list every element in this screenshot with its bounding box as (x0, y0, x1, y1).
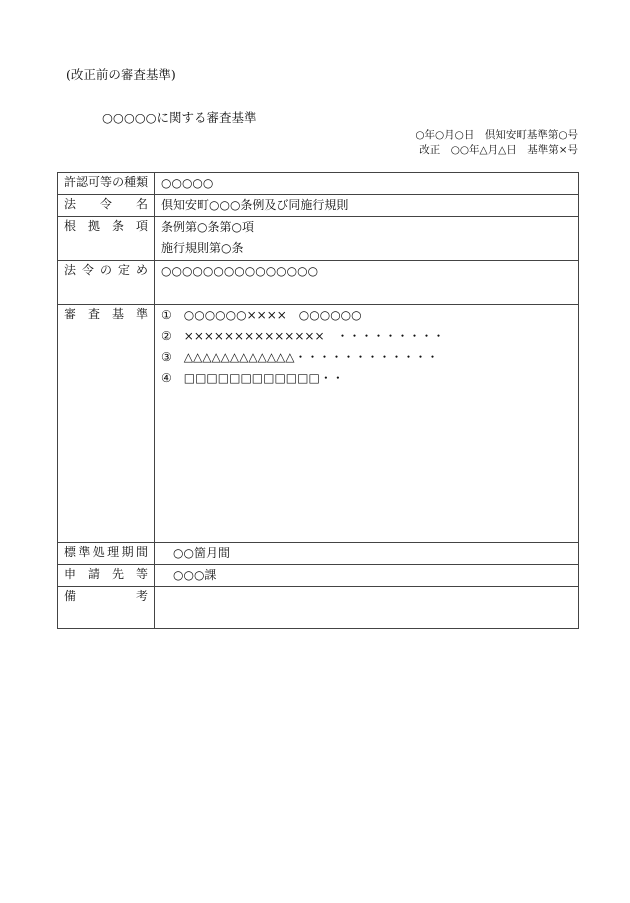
value-application-to: ○○○課 (155, 565, 579, 587)
value-processing-period: ○○箇月間 (155, 543, 579, 565)
row-remarks (58, 587, 579, 629)
criteria-item: ① ○○○○○○×××× ○○○○○○ (161, 308, 362, 322)
row-basis (58, 217, 579, 261)
criteria-item: ③ △△△△△△△△△△△△・・・・・・・・・・・・ (161, 350, 439, 364)
label-law-provision: 法 令 の 定 め (58, 261, 155, 305)
value-law-provision: ○○○○○○○○○○○○○○○ (155, 261, 579, 305)
basis-line-ordinance: 条例第○条第○項 (161, 220, 254, 234)
row-law-provision (58, 261, 579, 305)
label-law-name: 法 令 名 (58, 195, 155, 217)
label-permit-type: 許 認 可 等 の 種 類 (58, 173, 155, 195)
pre-revision-title: (改正前の審査基準) (66, 67, 176, 82)
label-processing-period: 標 準 処 理 期 間 (58, 543, 155, 565)
criteria-item: ② ×××××××××××××× ・・・・・・・・・ (161, 329, 445, 343)
criteria-form-table (57, 172, 579, 629)
label-criteria: 審 査 基 準 (58, 305, 155, 543)
value-remarks (155, 587, 579, 629)
reference-line-revision: 改正 ○○年△月△日 基準第×号 (419, 144, 578, 156)
row-law-name (58, 195, 579, 217)
label-application-to: 申 請 先 等 (58, 565, 155, 587)
label-remarks: 備 考 (58, 587, 155, 629)
value-basis (155, 217, 579, 261)
reference-line-original: ○年○月○日 倶知安町基準第○号 (415, 129, 578, 141)
row-processing-period (58, 543, 579, 565)
basis-line-rules: 施行規則第○条 (161, 241, 244, 255)
document-title: ○○○○○に関する審査基準 (102, 110, 257, 125)
label-basis: 根 拠 条 項 (58, 217, 155, 261)
row-criteria (58, 305, 579, 543)
criteria-item: ④ □□□□□□□□□□□□・・ (161, 371, 344, 385)
value-criteria (155, 305, 579, 543)
row-permit-type (58, 173, 579, 195)
value-law-name: 倶知安町○○○条例及び同施行規則 (155, 195, 579, 217)
value-permit-type: ○○○○○ (155, 173, 579, 195)
reference-block (415, 128, 578, 158)
row-application-to (58, 565, 579, 587)
